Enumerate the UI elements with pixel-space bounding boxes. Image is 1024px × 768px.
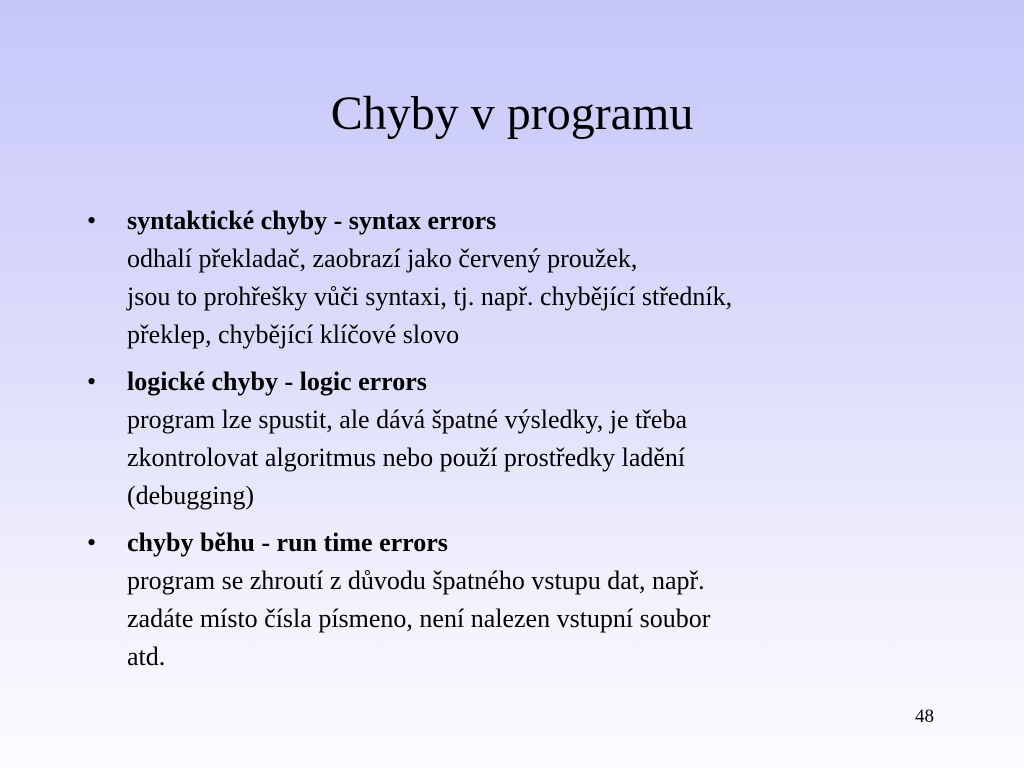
bullet-text-line: atd. [127, 642, 166, 671]
bullet-heading: chyby běhu - run time errors [127, 528, 448, 557]
bullet-item-runtime-errors [87, 524, 987, 676]
bullet-list [87, 202, 987, 685]
bullet-icon: • [87, 367, 97, 396]
bullet-heading: syntaktické chyby - syntax errors [127, 206, 497, 235]
bullet-text-line: program lze spustit, ale dává špatné výsledky, je třeba [127, 405, 688, 434]
bullet-text-line: jsou to prohřešky vůči syntaxi, tj. např. chybějící středník, [127, 282, 733, 311]
bullet-text-line: program se zhroutí z důvodu špatného vstupu dat, např. [127, 566, 705, 595]
slide-title: Chyby v programu [330, 87, 694, 140]
bullet-text-line: zkontrolovat algoritmus nebo použí prostředky ladění [127, 443, 686, 472]
bullet-icon: • [87, 206, 97, 235]
bullet-item-logic-errors [87, 363, 987, 515]
bullet-text-line: (debugging) [127, 481, 255, 510]
bullet-text-line: odhalí překladač, zaobrazí jako červený proužek, [127, 244, 638, 273]
bullet-text-line: překlep, chybějící klíčové slovo [127, 320, 460, 349]
bullet-text-line: zadáte místo čísla písmeno, není nalezen vstupní soubor [127, 604, 711, 633]
slide-number: 48 [915, 706, 934, 727]
bullet-icon: • [87, 528, 97, 557]
bullet-item-syntax-errors [87, 202, 987, 354]
bullet-heading: logické chyby - logic errors [127, 367, 427, 396]
